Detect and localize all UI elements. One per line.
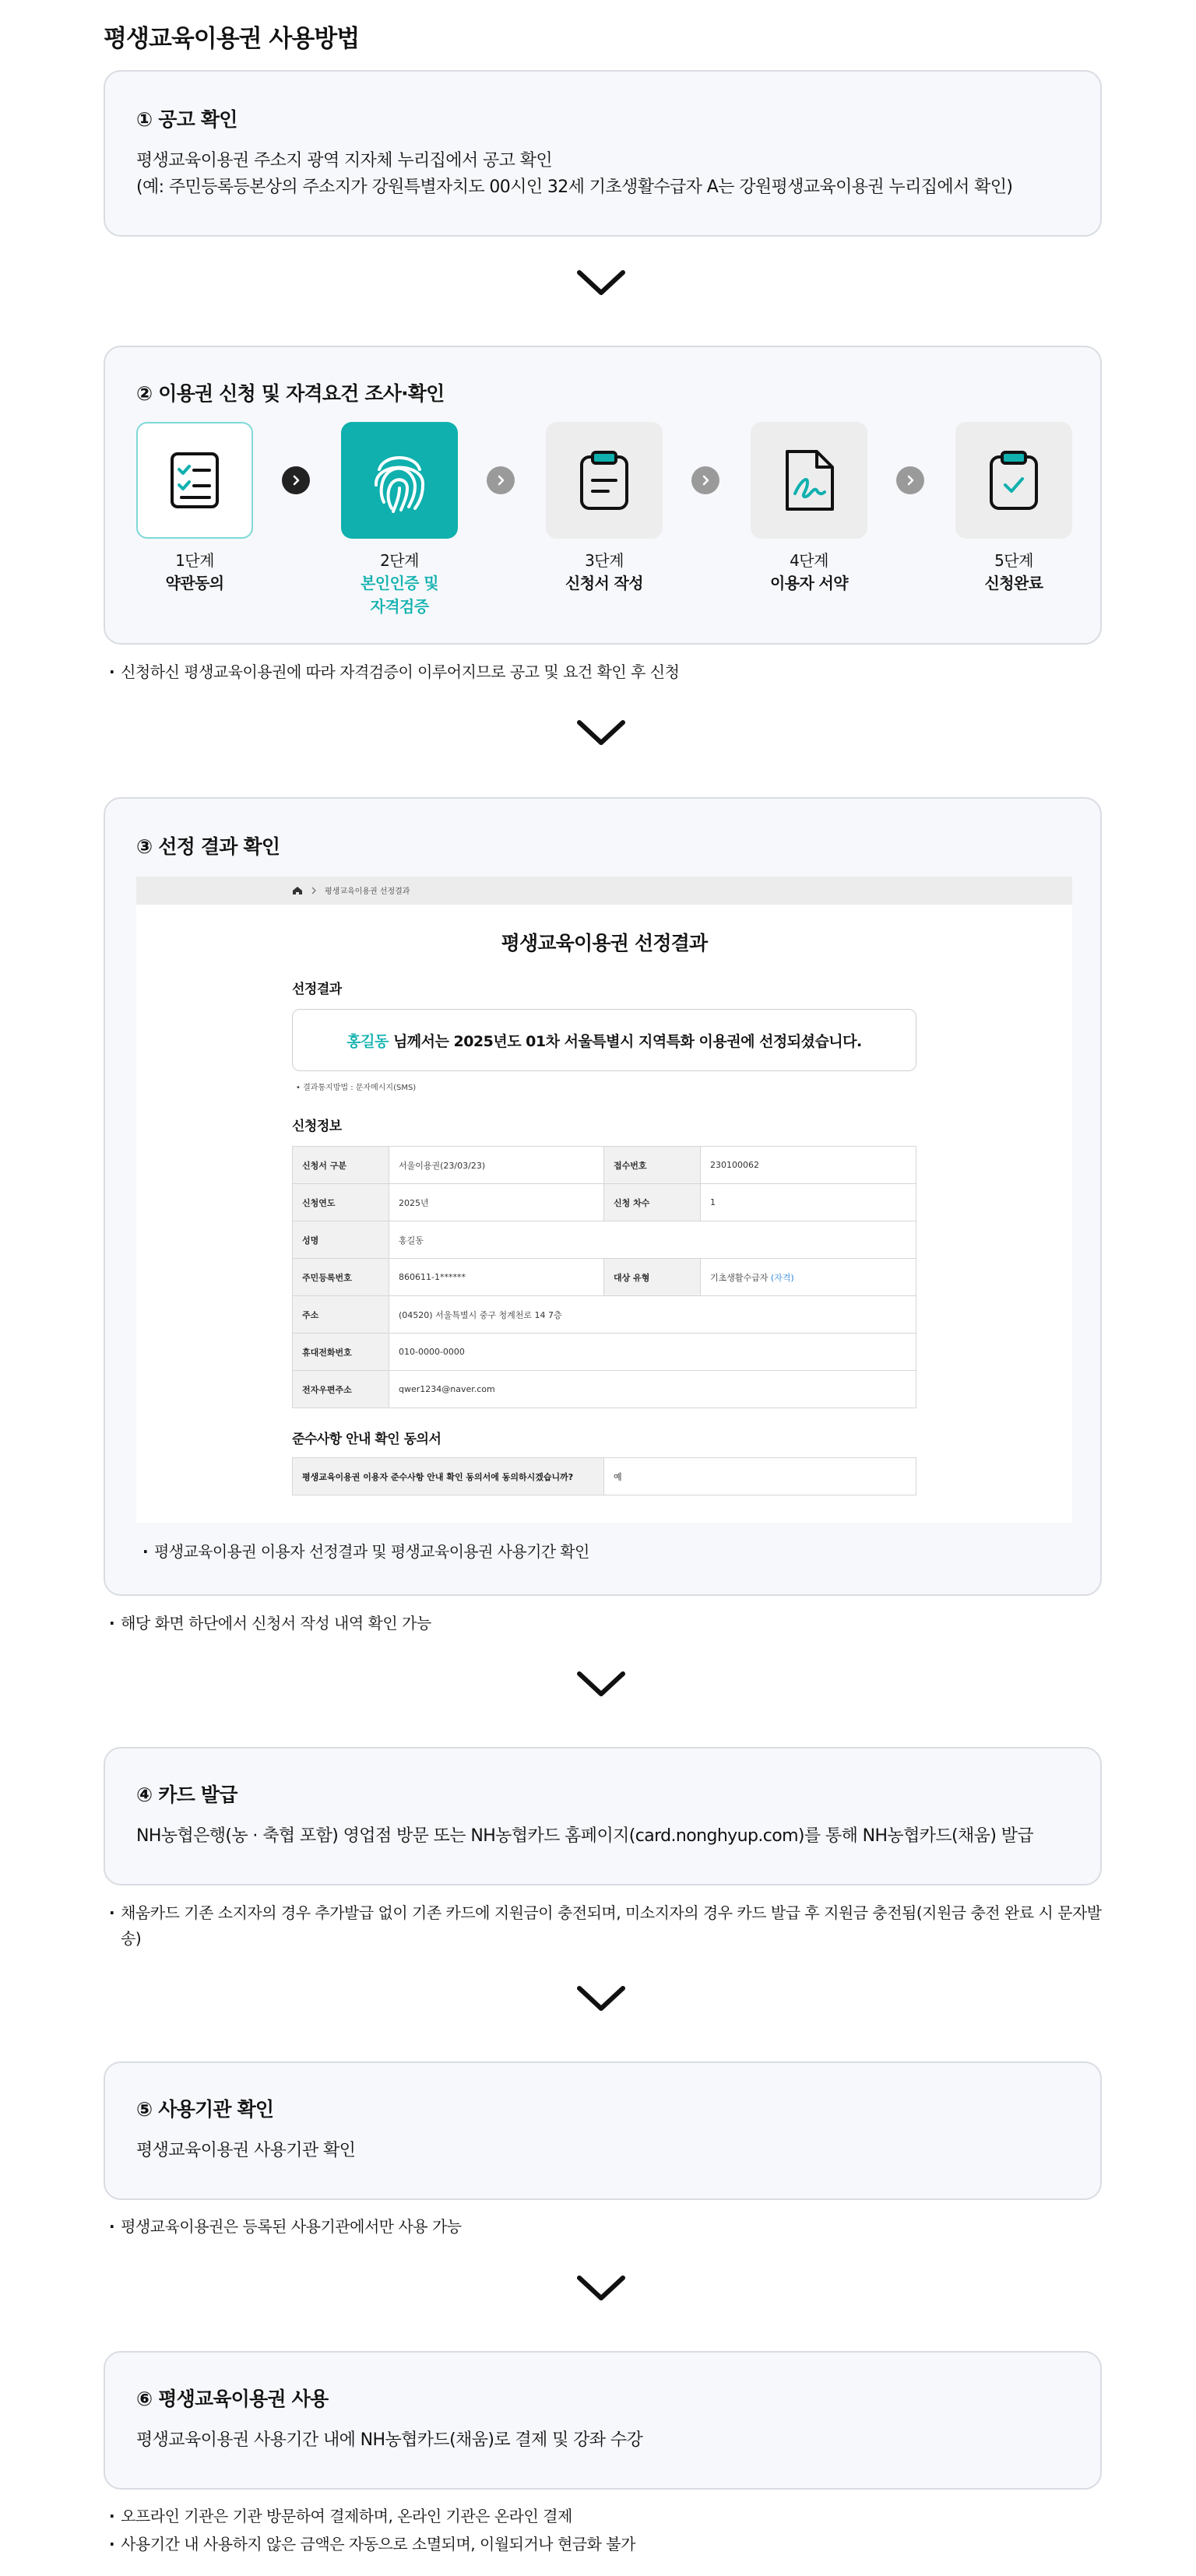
chevron-down-icon: [576, 1671, 626, 1699]
signature-document-icon: [781, 448, 837, 512]
note-text: 신청하신 평생교육이용권에 따라 자격검증이 이루어지므로 공고 및 요건 확인 후 신청: [121, 662, 680, 681]
chevron-down-icon: [576, 1985, 626, 2013]
note: [109, 2504, 572, 2529]
chevron-down-icon: [576, 2275, 626, 2303]
selection-result-screenshot: [136, 877, 1072, 1523]
result-name: 홍길동: [346, 1032, 389, 1050]
result-text: 님께서는 2025년도 01차 서울특별시 지역특화 이용권에 선정되셨습니다.: [388, 1032, 862, 1050]
table-value: 230100062: [701, 1147, 916, 1184]
info-heading: 신청정보: [292, 1119, 342, 1134]
table-value: qwer1234@naver.com: [389, 1371, 916, 1408]
step-arrow-icon: [691, 466, 719, 494]
table-label: 휴대전화번호: [293, 1334, 389, 1371]
step-2-box: [341, 422, 458, 539]
section-institution-check: [104, 2061, 1102, 2200]
step-1-name: 약관동의: [165, 574, 224, 592]
bullet: ·: [109, 2507, 115, 2525]
step-2-name-line2: 자격검증: [370, 597, 429, 616]
chevron-down-icon: [576, 269, 626, 297]
chevron-right-icon: [311, 887, 317, 894]
table-value: 010-0000-0000: [389, 1334, 916, 1371]
agreement-answer: 예: [604, 1458, 916, 1495]
section-title: ② 이용권 신청 및 자격요건 조사·확인: [136, 382, 445, 405]
breadcrumb: [292, 884, 410, 896]
step-4-name: 이용자 서약: [770, 574, 848, 592]
table-row: [293, 1458, 916, 1495]
step-2-number: 2단계: [380, 551, 419, 570]
section-selection-result: [104, 797, 1102, 1596]
fingerprint-icon: [368, 446, 431, 515]
result-notice-text: 결과통지방법 : 문자메시지(SMS): [303, 1084, 417, 1092]
result-notice: • 결과통지방법 : 문자메시지(SMS): [296, 1084, 417, 1092]
table-row: [293, 1147, 916, 1184]
table-label: 전자우편주소: [293, 1371, 389, 1408]
result-heading: 선정결과: [292, 982, 342, 997]
result-message: [292, 1009, 916, 1071]
step-arrow-icon: [896, 466, 924, 494]
chevron-down-icon: [576, 719, 626, 747]
bullet: ·: [109, 1903, 115, 1922]
section-title: ① 공고 확인: [136, 108, 237, 131]
table-row: [293, 1221, 916, 1259]
clipboard-icon: [577, 449, 631, 511]
note: [109, 2532, 635, 2557]
step-5-name: 신청완료: [984, 574, 1043, 592]
agreement-table: [292, 1457, 916, 1495]
section-text: 평생교육이용권 사용기간 내에 NH농협카드(채움)로 결제 및 강좌 수강: [136, 2430, 643, 2450]
table-label: 주민등록번호: [293, 1259, 389, 1296]
step-arrow-icon: [487, 466, 515, 494]
home-icon: [292, 886, 303, 895]
step-3-number: 3단계: [585, 551, 624, 570]
step-5-number: 5단계: [994, 551, 1033, 570]
table-value: 서울이용권(23/03/23): [389, 1147, 604, 1184]
table-row: [293, 1184, 916, 1221]
table-label: 대상 유형: [604, 1259, 701, 1296]
clipboard-check-icon: [987, 449, 1041, 511]
inner-note-text: 평생교육이용권 이용자 선정결과 및 평생교육이용권 사용기간 확인: [154, 1542, 589, 1561]
table-label: 신청 차수: [604, 1184, 701, 1221]
note-text: 사용기간 내 사용하지 않은 금액은 자동으로 소멸되며, 이월되거나 현금화 불가: [121, 2535, 635, 2553]
note: [109, 659, 679, 685]
note-text: 평생교육이용권은 등록된 사용기관에서만 사용 가능: [121, 2217, 462, 2236]
bullet: ·: [109, 2217, 115, 2236]
page-title: 평생교육이용권 사용방법: [104, 25, 360, 53]
checklist-icon: [167, 451, 222, 510]
section-apply: [104, 346, 1102, 645]
qualification-link[interactable]: (자격): [770, 1272, 794, 1283]
bullet: ·: [109, 662, 115, 681]
step-4-box: [751, 422, 867, 539]
bullet: ·: [142, 1542, 148, 1561]
section-title: ④ 카드 발급: [136, 1784, 237, 1806]
agreement-heading: 준수사항 안내 확인 동의서: [292, 1432, 441, 1447]
step-1-box: [136, 422, 253, 539]
step-3-box: [546, 422, 663, 539]
table-row: [293, 1296, 916, 1334]
note-text: 해당 화면 하단에서 신청서 작성 내역 확인 가능: [121, 1614, 431, 1632]
note: [109, 1900, 1196, 1952]
bullet: ·: [109, 1614, 115, 1632]
step-3-name: 신청서 작성: [565, 574, 643, 592]
table-value: 2025년: [389, 1184, 604, 1221]
table-value: 홍길동: [389, 1221, 916, 1259]
section-title: ③ 선정 결과 확인: [136, 835, 280, 858]
note-text: 오프라인 기관은 기관 방문하여 결제하며, 온라인 기관은 온라인 결제: [121, 2507, 572, 2525]
section-inner-note: [142, 1538, 589, 1565]
table-label: 주소: [293, 1296, 389, 1334]
note: [109, 2214, 462, 2240]
section-card-issue: [104, 1747, 1102, 1885]
section-text: 평생교육이용권 주소지 광역 지자체 누리집에서 공고 확인: [136, 151, 553, 170]
section-title: ⑥ 평생교육이용권 사용: [136, 2388, 329, 2410]
step-arrow-icon: [282, 466, 310, 494]
note-text: 채움카드 기존 소지자의 경우 추가발급 없이 기존 카드에 지원금이 충전되며, 미소지자의 경우 카드 발급 후 지원금 충전됨(지원금 충전 완료 시 문자발: [121, 1903, 1102, 1922]
step-2-name-line1: 본인인증 및: [361, 574, 438, 592]
note-text: 송): [121, 1929, 142, 1948]
step-4-number: 4단계: [790, 551, 828, 570]
table-label: 신청연도: [293, 1184, 389, 1221]
table-value: (04520) 서울특별시 중구 청계천로 14 7층: [389, 1296, 916, 1334]
breadcrumb-current[interactable]: 평생교육이용권 선정결과: [325, 887, 410, 896]
table-label: 신청서 구분: [293, 1147, 389, 1184]
result-page-title: 평생교육이용권 선정결과: [501, 932, 708, 954]
step-1-number: 1단계: [175, 551, 214, 570]
target-type: 기초생활수급자: [710, 1272, 769, 1283]
table-row: [293, 1259, 916, 1296]
table-row: [293, 1334, 916, 1371]
table-value: 860611-1******: [389, 1259, 604, 1296]
table-label: 접수번호: [604, 1147, 701, 1184]
table-value: [701, 1259, 916, 1296]
application-info-table: [292, 1146, 916, 1408]
section-voucher-use: [104, 2351, 1102, 2490]
table-row: [293, 1371, 916, 1408]
breadcrumb-bar: [136, 877, 1072, 905]
note: [109, 1611, 431, 1636]
section-text: 평생교육이용권 사용기관 확인: [136, 2141, 356, 2160]
table-value: 1: [701, 1184, 916, 1221]
section-text: NH농협은행(농 · 축협 포함) 영업점 방문 또는 NH농협카드 홈페이지(card.nonghyup.com)를 통해 NH농협카드(채움) 발급: [136, 1826, 1033, 1846]
step-2-name: [341, 571, 458, 618]
bullet: ·: [109, 2535, 115, 2553]
section-title: ⑤ 사용기관 확인: [136, 2098, 274, 2121]
step-5-box: [955, 422, 1072, 539]
table-label: 성명: [293, 1221, 389, 1259]
section-text: (예: 주민등록등본상의 주소지가 강원특별자치도 00시인 32세 기초생활수급자 A는 강원평생교육이용권 누리집에서 확인): [136, 177, 1013, 197]
section-announcement: [104, 70, 1102, 237]
agreement-question: 평생교육이용권 이용자 준수사항 안내 확인 동의서에 동의하시겠습니까?: [293, 1458, 604, 1495]
